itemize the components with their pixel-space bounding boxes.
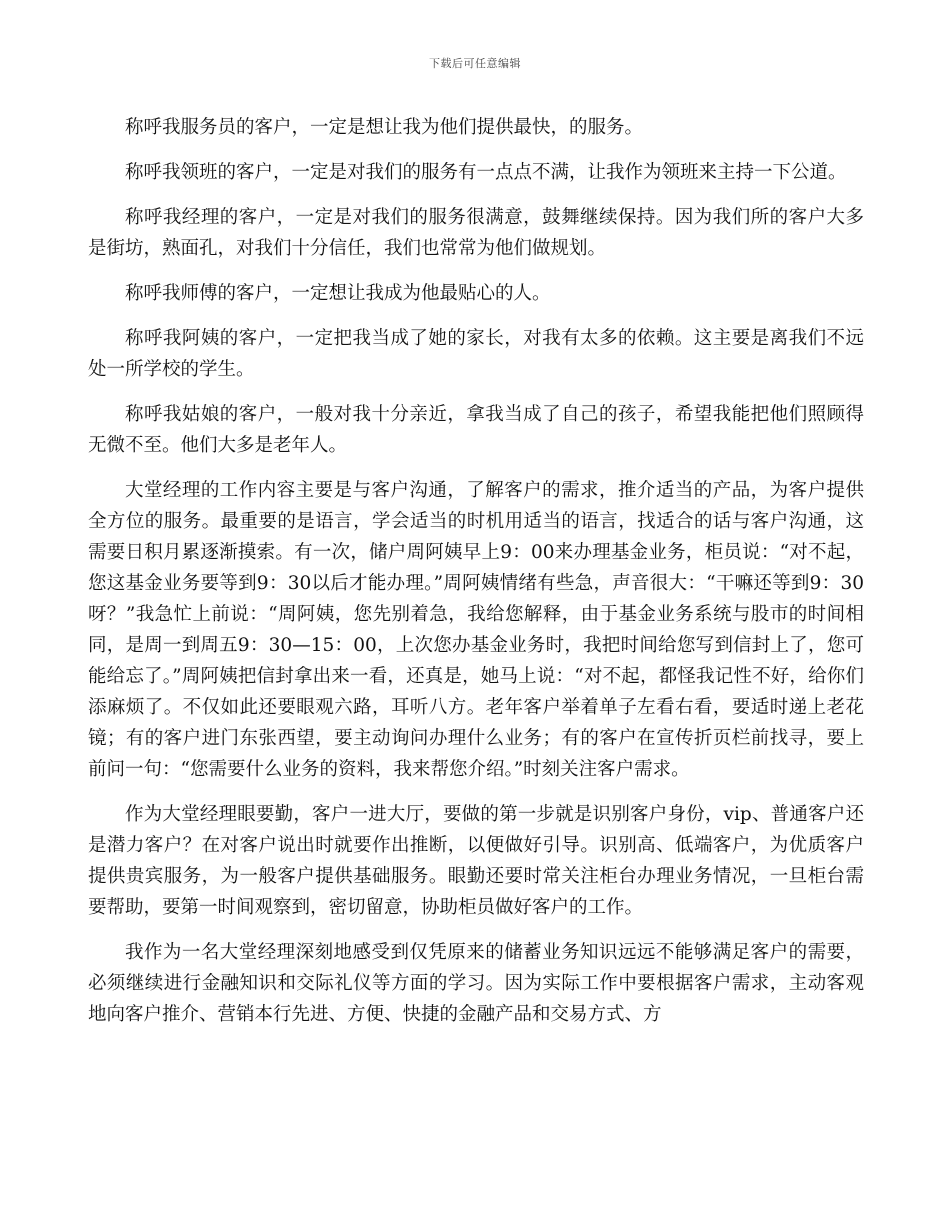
paragraph-6: 称呼我姑娘的客户，一般对我十分亲近，拿我当成了自己的孩子，希望我能把他们照顾得无微不至。他们大多是老年人。 xyxy=(88,404,864,456)
paragraph-1: 称呼我服务员的客户，一定是想让我为他们提供最快，的服务。 xyxy=(125,117,644,138)
document-body xyxy=(88,112,864,1044)
paragraph-3: 称呼我经理的客户，一定是对我们的服务很满意，鼓舞继续保持。因为我们所的客户大多是街坊，熟面孔，对我们十分信任，我们也常常为他们做规划。 xyxy=(88,207,864,259)
paragraph-9: 我作为一名大堂经理深刻地感受到仅凭原来的储蓄业务知识远远不能够满足客户的需要，必须继续进行金融知识和交际礼仪等方面的学习。因为实际工作中要根据客户需求，主动客观地向客户推介、营销本行先进、方便、快捷的金融产品和交易方式、方 xyxy=(88,942,864,1025)
paragraph-8: 作为大堂经理眼要勤，客户一进大厅，要做的第一步就是识别客户身份，vip、普通客户还是潜力客户？在对客户说出时就要作出推断，以便做好引导。识别高、低端客户，为优质客户提供贵宾服务，为一般客户提供基础服务。眼勤还要时常关注柜台办理业务情况，一旦柜台需要帮助，要第一时间观察到，密切留意，协助柜员做好客户的工作。 xyxy=(88,804,864,918)
paragraph-4: 称呼我师傅的客户，一定想让我成为他最贴心的人。 xyxy=(125,283,551,304)
paragraph-2: 称呼我领班的客户，一定是对我们的服务有一点点不满，让我作为领班来主持一下公道。 xyxy=(125,162,847,183)
paragraph-7: 大堂经理的工作内容主要是与客户沟通，了解客户的需求，推介适当的产品，为客户提供全方位的服务。最重要的是语言，学会适当的时机用适当的语言，找适合的话与客户沟通，这需要日积月累逐渐摸索。有一次，储户周阿姨早上9：00来办理基金业务，柜员说：“对不起，您这基金业务要等到9：30以后才能办理。”周阿姨情绪有些急，声音很大：“干嘛还等到9：30呀？”我急忙上前说：“周阿姨，您先别着急，我给您解释，由于基金业务系统与股市的时间相同，是周一到周五9：30—15：00，上次您办基金业务时，我把时间给您写到信封上了，您可能给忘了。”周阿姨把信封拿出来一看，还真是，她马上说：“对不起，都怪我记性不好，给你们添麻烦了。不仅如此还要眼观六路，耳听八方。老年客户举着单子左看右看，要适时递上老花镜；有的客户进门东张西望，要主动询问办理什么业务；有的客户在宣传折页栏前找寻，要上前问一句：“您需要什么业务的资料，我来帮您介绍。”时刻关注客户需求。 xyxy=(88,480,864,780)
paragraph-5: 称呼我阿姨的客户，一定把我当成了她的家长，对我有太多的依赖。这主要是离我们不远处一所学校的学生。 xyxy=(88,328,864,380)
page-header: 下载后可任意编辑 xyxy=(429,57,521,70)
